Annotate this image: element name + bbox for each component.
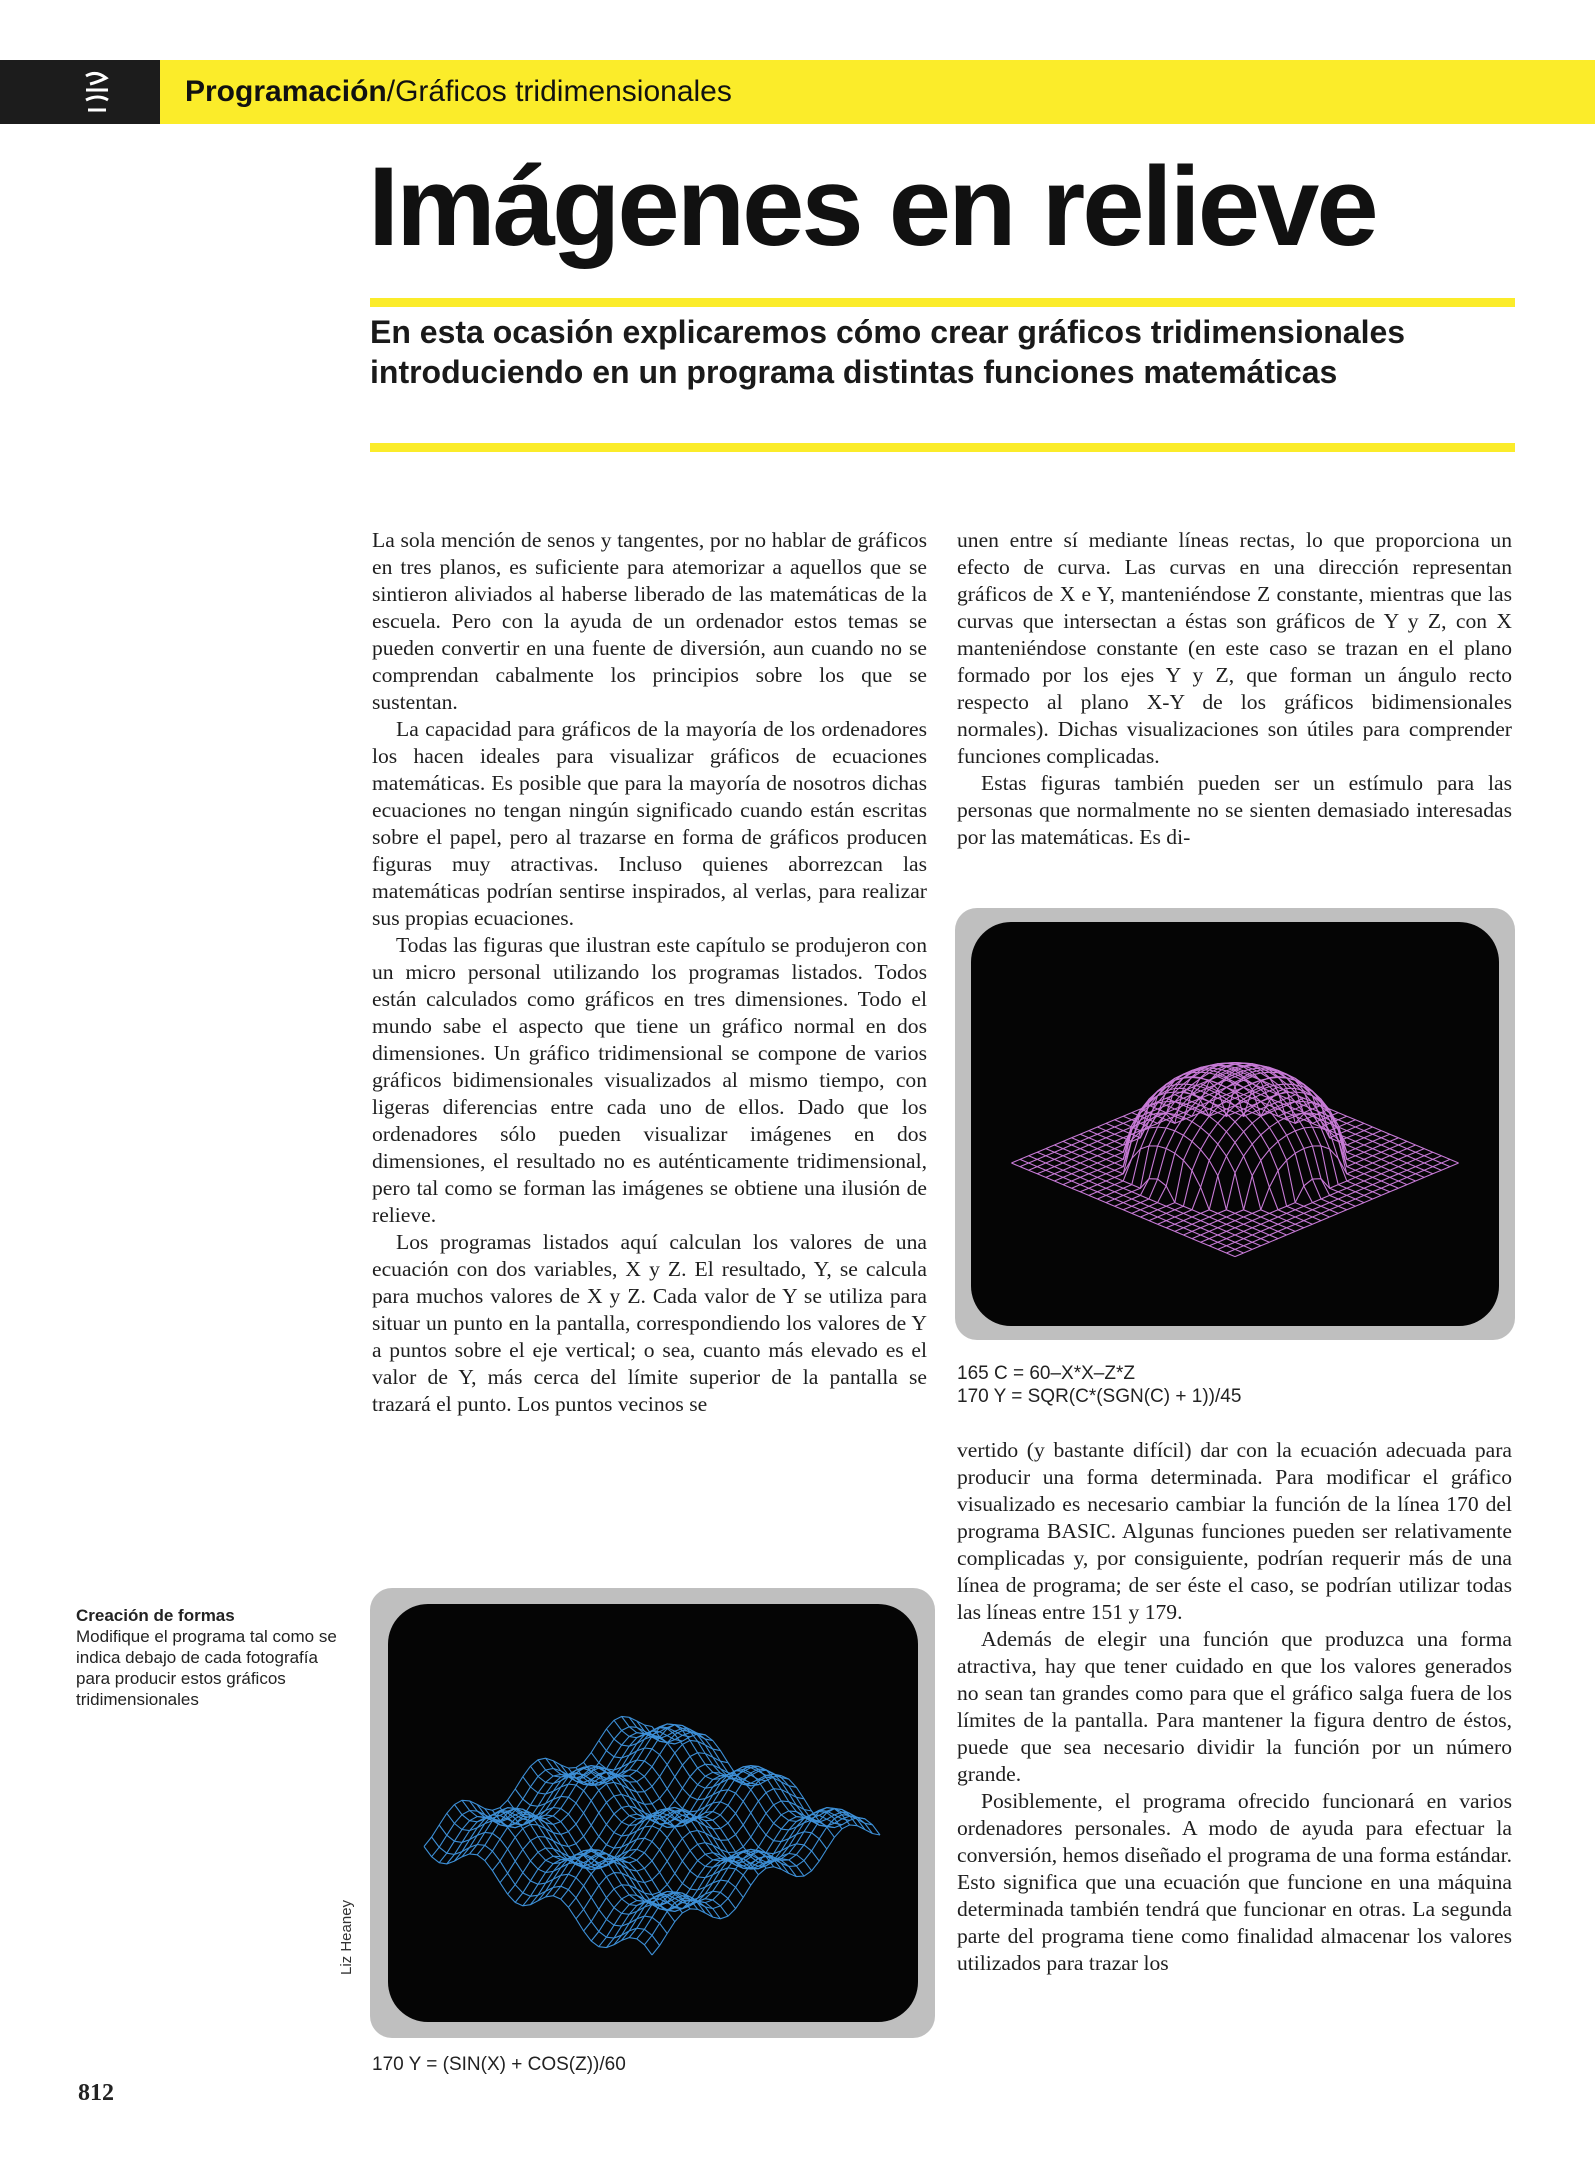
waves-surface-plot — [370, 1588, 935, 2038]
section-name: Programación — [185, 75, 387, 108]
subsection-name: /Gráficos tridimensionales — [386, 75, 732, 108]
title-rule-top — [370, 298, 1515, 307]
paragraph: Posiblemente, el programa ofrecido funcionará en varios ordenadores personales. A modo de ayuda para efectuar la conversión, hemos diseñado el programa de una forma estándar. Esto significa que una ecuación que funcione en una máquina determinada también tendrá que funcionar en otras. La segunda parte del programa tiene como finalidad almacenar los valores utilizados para trazar los — [957, 1789, 1512, 1975]
article-title: Imágenes en relieve — [368, 144, 1376, 269]
body-column-right-bottom — [957, 1437, 1512, 1977]
caption-title: Creación de formas — [76, 1606, 235, 1625]
dome-code — [957, 1362, 1241, 1408]
wave-lines-icon — [0, 60, 160, 124]
section-label — [185, 60, 732, 124]
body-column-right-top — [957, 527, 1512, 851]
dome-figure-screen — [955, 908, 1515, 1340]
paragraph: La capacidad para gráficos de la mayoría de los ordenadores los hacen ideales para visualizar gráficos de ecuaciones matemáticas. Es posible que para la mayoría de nosotros dichas ecuaciones no tengan ningún significado cuando están escritas sobre el papel, pero al trazarse en forma de gráficos producen figuras muy atractivas. Incluso quienes aborrezcan las matemáticas podrían sentirse inspirados, al verlas, para realizar sus propias ecuaciones. — [372, 717, 927, 930]
code-line: 170 Y = SQR(C*(SGN(C) + 1))/45 — [957, 1386, 1242, 1407]
paragraph: unen entre sí mediante líneas rectas, lo que proporciona un efecto de curva. Las curvas en una dirección representan gráficos de X e Y, manteniéndose Z constante, mientras que las curvas que intersectan a éstas son gráficos de Y y Z, con X manteniéndose constante (en este caso se trazan en el plano formado por los ejes Y y Z, que forman un ángulo recto respecto al plano X-Y de los gráficos bidimensionales normales). Dichas visualizaciones son útiles para comprender funciones complicadas. — [957, 528, 1512, 768]
title-rule-bottom — [370, 443, 1515, 452]
body-column-left — [372, 527, 927, 1418]
paragraph: Todas las figuras que ilustran este capítulo se produjeron con un micro personal utilizando los programas listados. Todos están calculados como gráficos en tres dimensiones. Todo el mundo sabe el aspecto que tiene un gráfico normal en dos dimensiones. Un gráfico tridimensional se compone de varios gráficos bidimensionales visualizados al mismo tiempo, con ligeras diferencias entre cada uno de ellos. Dado que los ordenadores sólo pueden visualizar imágenes en dos dimensiones, el resultado no es auténticamente tridimensional, pero tal como se forman las imágenes se obtiene una ilusión de relieve. — [372, 933, 927, 1227]
paragraph: La sola mención de senos y tangentes, por no hablar de gráficos en tres planos, es suficiente para atemorizar a aquellos que se sintieron aliviados al haberse liberado de las matemáticas de la escuela. Pero con la ayuda de un ordenador estos temas se pueden convertir en una fuente de diversión, aun cuando no se comprendan cabalmente los principios sobre los que se sustentan. — [372, 528, 927, 714]
paragraph: Estas figuras también pueden ser un estímulo para las personas que normalmente no se sienten demasiado interesadas por las matemáticas. Es di- — [957, 771, 1512, 849]
dome-surface-plot — [955, 908, 1515, 1340]
paragraph: vertido (y bastante difícil) dar con la ecuación adecuada para producir una forma determinada. Para modificar el gráfico visualizado es necesario cambiar la función de la línea 170 del programa BASIC. Algunas funciones pueden ser relativamente complicadas y, por consiguiente, podrían requerir más de una línea de programa; de ser éste el caso, se podrían utilizar todas las líneas entre 151 y 179. — [957, 1438, 1512, 1624]
caption-text: Modifique el programa tal como se indica debajo de cada fotografía para producir estos gráficos tridimensionales — [76, 1627, 337, 1709]
paragraph: Los programas listados aquí calculan los valores de una ecuación con dos variables, X y Z. El resultado, Y, se calcula para muchos valores de X y Z. Cada valor de Y se utiliza para situar un punto en la pantalla, correspondiendo los valores de Y a puntos sobre el eje vertical; o sea, cuanto más elevado es el valor de Y, más cerca del límite superior de la pantalla se trazará el punto. Los puntos vecinos se — [372, 1230, 927, 1416]
section-logo — [0, 60, 160, 124]
figure-caption — [76, 1605, 346, 1710]
photo-credit: Liz Heaney — [338, 1899, 355, 1975]
code-line: 165 C = 60–X*X–Z*Z — [957, 1363, 1135, 1384]
waves-code: 170 Y = (SIN(X) + COS(Z))/60 — [372, 2054, 626, 2075]
paragraph: Además de elegir una función que produzca una forma atractiva, hay que tener cuidado en que los valores generados no sean tan grandes como para que el gráfico salga fuera de los límites de la pantalla. Para mantener la figura dentro de éstos, puede que sea necesario dividir la función por un número grande. — [957, 1627, 1512, 1786]
page-number: 812 — [78, 2080, 114, 2106]
waves-figure-screen — [370, 1588, 935, 2038]
article-subtitle: En esta ocasión explicaremos cómo crear gráficos tridimensionales introduciendo en un programa distintas funciones matemáticas — [370, 314, 1406, 390]
